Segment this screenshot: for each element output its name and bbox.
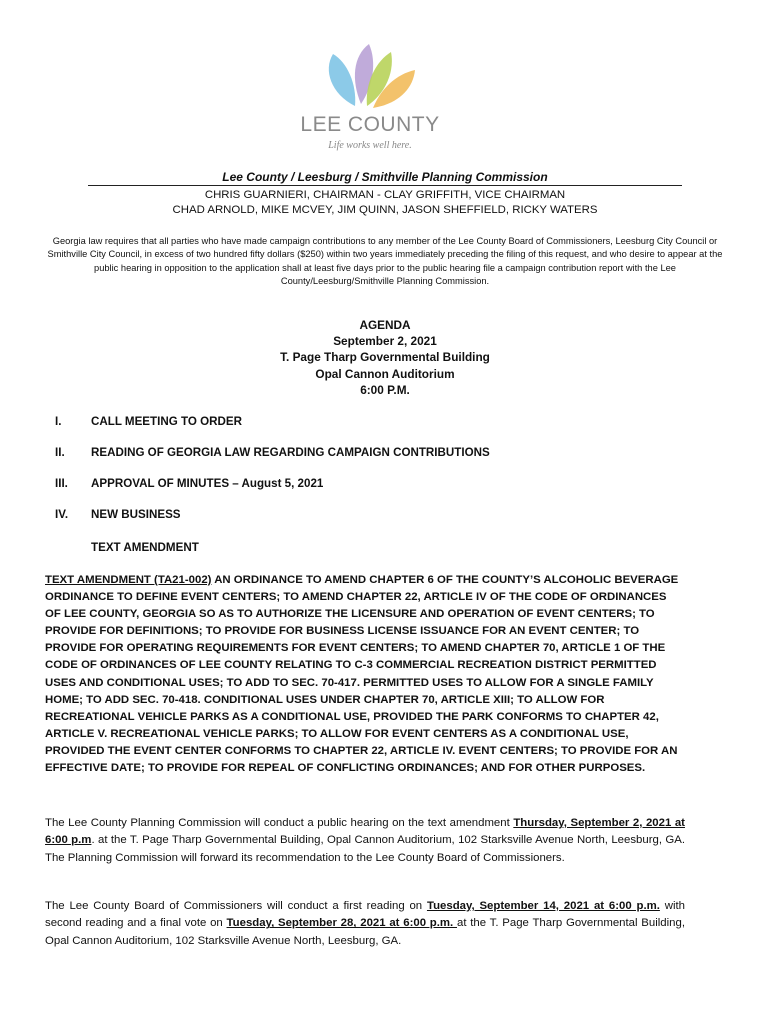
agenda-title: AGENDA [359,318,411,332]
members-line-1: CHRIS GUARNIERI, CHAIRMAN - CLAY GRIFFITH, VICE CHAIRMAN [204,189,566,201]
logo-name: LEE COUNTY [300,113,440,136]
agenda-item-label: READING OF GEORGIA LAW REGARDING CAMPAIGN CONTRIBUTIONS [91,446,490,459]
commission-title: Lee County / Leesburg / Smithville Planning Commission [222,170,548,184]
text-amendment-id: TEXT AMENDMENT (TA21-002) [45,574,212,586]
paragraph-text: . at the T. Page Tharp Governmental Building, Opal Cannon Auditorium, 102 Starksville Avenue North, Leesburg, GA. The Planning Commission will forward its recommendation to the Lee County Board of Commissioners. [45,834,686,864]
agenda-item-number: I. [55,415,62,428]
agenda-room: Opal Cannon Auditorium [315,366,455,381]
agenda-item [55,508,181,522]
leaf-logo-icon [315,40,425,110]
agenda-item-number: II. [55,446,65,459]
header-divider [88,185,682,186]
first-reading-date: Tuesday, September 14, 2021 at 6:00 p.m. [426,900,660,912]
agenda-item-number: IV. [55,508,69,521]
agenda-item [55,415,242,429]
agenda-item-label: CALL MEETING TO ORDER [91,415,242,428]
campaign-contribution-notice: Georgia law requires that all parties who have made campaign contributions to any member of the Lee County Board of Commissioners, Leesburg City Council or Smithville City Council, in excess of two hundred fifty dollars ($250) within two years immediately preceding the filing of this request, and who desire to appear at the public hearing in opposition to the application shall at least five days prior to the public hearing file a campaign contribution report with the Lee County/Leesburg/Smithville Planning Commission. [47,236,723,287]
agenda-item [55,446,490,460]
agenda-item [55,477,323,491]
members-line-2: CHAD ARNOLD, MIKE MCVEY, JIM QUINN, JASON SHEFFIELD, RICKY WATERS [172,203,598,216]
text-amendment-body: AN ORDINANCE TO AMEND CHAPTER 6 OF THE COUNTY’S ALCOHOLIC BEVERAGE ORDINANCE TO DEFINE EVENT CENTERS; TO AMEND CHAPTER 22, ARTICLE IV OF THE CODE OF ORDINANCES OF LEE COUNTY, GEORGIA SO AS TO AUTHORIZE THE LICENSURE AND OPERATION OF EVENT CENTERS; TO PROVIDE FOR DEFINITIONS; TO PROVIDE FOR BUSINESS LICENSE ISSUANCE FOR AN EVENT CENTER; TO PROVIDE FOR OPERATING REQUIREMENTS FOR EVENT CENTERS; TO AMEND CHAPTER 70, ARTICLE 1 OF THE CODE OF ORDINANCES OF LEE COUNTY RELATING TO C-3 COMMERCIAL RECREATION DISTRICT PERMITTED USES AND CONDITIONAL USES; TO ADD TO SEC. 70-417. PERMITTED USES TO ALLOW FOR A SINGLE FAMILY HOME; TO ADD SEC. 70-418. CONDITIONAL USES UNDER CHAPTER 70, ARTICLE XIII; TO ALLOW FOR RECREATIONAL VEHICLE PARKS AS A CONDITIONAL USE, PROVIDED THE PARK CONFORMS TO CHAPTER 42, ARTICLE V. RECREATIONAL VEHICLE PARKS; TO ALLOW FOR EVENT CENTERS AS A CONDITIONAL USE, PROVIDED THE EVENT CENTER CONFORMS TO CHAPTER 22, ARTICLE IV. EVENT CENTERS; TO PROVIDE FOR AN EFFECTIVE DATE; TO PROVIDE FOR REPEAL OF CONFLICTING ORDINANCES; AND FOR OTHER PURPOSES. [45,574,679,775]
planning-commission-hearing-paragraph [45,815,685,867]
agenda-item-label: NEW BUSINESS [91,508,181,521]
board-reading-paragraph [45,898,685,950]
agenda-building: T. Page Tharp Governmental Building [280,350,490,365]
commission-members [60,188,710,217]
text-amendment-description [45,572,685,777]
lee-county-logo [270,40,470,160]
final-vote-date: Tuesday, September 28, 2021 at 6:00 p.m. [226,917,457,930]
text-amendment-subheading: TEXT AMENDMENT [91,541,199,554]
agenda-item-label: APPROVAL OF MINUTES – August 5, 2021 [91,477,324,490]
agenda-time: 6:00 P.M. [360,382,410,397]
paragraph-text: at the T. Page Tharp Governmental Building, Opal Cannon Auditorium, 102 Starksville Avenue North, Leesburg, GA. [45,917,685,947]
agenda-header [185,317,585,398]
hearing-date: Thursday, September 2, 2021 at 6:00 p.m [45,817,685,847]
agenda-item-number: III. [55,477,68,490]
logo-tagline: Life works well here. [328,140,412,151]
paragraph-text: The Lee County Board of Commissioners will conduct a first reading on [45,900,427,912]
paragraph-text: The Lee County Planning Commission will conduct a public hearing on the text amendment [45,817,514,829]
agenda-date: September 2, 2021 [333,334,437,349]
paragraph-text: with second reading and a final vote on [45,900,685,930]
